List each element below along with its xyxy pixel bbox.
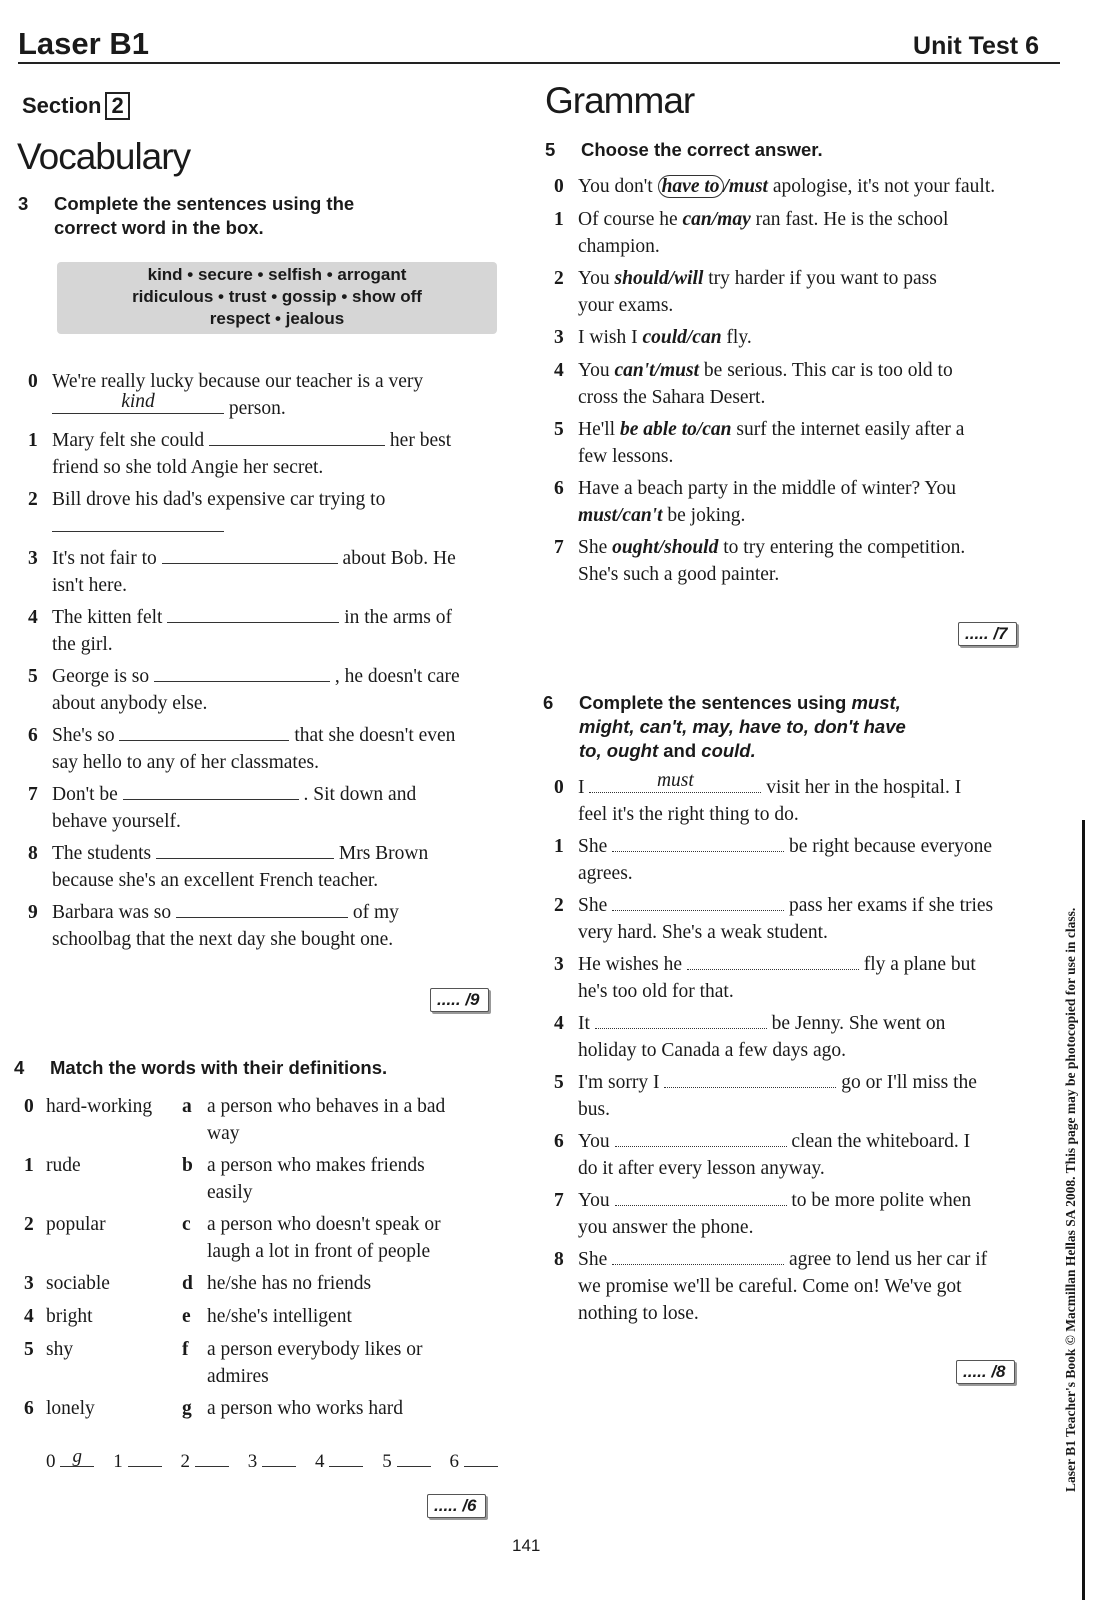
match-row-3: 3 sociable d he/she has no friends [24,1273,372,1294]
answer-blank[interactable] [123,781,299,800]
page-number: 141 [512,1536,541,1555]
unit-test-title: Unit Test 6 [913,32,1039,60]
vocab-item-0: 0 We're really lucky because our teacher is a very kind person. [28,371,424,419]
grammar-choice-7: 7 She ought/should to try entering the competition. She's such a good painter. [554,537,966,585]
grammar-title: Grammar [545,80,695,121]
answer-blank[interactable] [612,1246,784,1265]
grammar-choice-0: 0 You don't have to /must apologise, it's not your fault. [554,176,996,197]
answer-blank[interactable] [595,1010,767,1029]
match-row-2: 2 popular c a person who doesn't speak or laugh a lot in front of people [24,1214,441,1262]
vocab-item-1: 1 Mary felt she could her best friend so she told Angie her secret. [28,427,508,483]
exercise-instruction: Match the words with their definitions. [50,1057,388,1078]
section-text: Section [22,93,102,118]
answer-blank[interactable] [52,513,224,532]
vocab-item-7: 7 Don't be . Sit down and behave yourself. [28,781,508,837]
answer-blank[interactable] [615,1128,787,1147]
match-row-1: 1 rude b a person who makes friends easily [24,1155,425,1203]
answer-blank[interactable] [209,427,385,446]
copyright-note: Laser B1 Teacher's Book © Macmillan Hellas SA 2008. This page may be photocopied for use in class. [1063,907,1078,1492]
section-number: 2 [105,92,129,120]
score-box[interactable]: ..... /7 [958,622,1017,646]
grammar-fill-1: 1 She be right because everyone agrees. [554,833,1054,889]
match-row-4: 4 bright e he/she's intelligent [24,1306,352,1327]
vocab-item-5: 5 George is so , he doesn't care about anybody else. [28,663,508,719]
exercise-number: 4 [14,1057,25,1078]
score-box[interactable]: ..... /8 [956,1360,1015,1384]
example-answer: must [656,770,694,791]
header-divider [18,62,1060,64]
circled-answer: have to [658,175,724,198]
word-box [57,262,497,334]
grammar-choice-5: 5 He'll be able to/can surf the internet easily after a few lessons. [554,419,965,467]
answer-blank[interactable] [167,604,339,623]
word-box-line: kind • secure • selfish • arrogant [147,265,407,284]
answer-blank[interactable] [612,833,784,852]
score-box[interactable]: ..... /6 [427,1494,486,1518]
match-answer-blank[interactable] [464,1448,498,1467]
grammar-fill-5: 5 I'm sorry I go or I'll miss the bus. [554,1069,1054,1125]
answer-blank[interactable] [119,722,289,741]
vocab-item-9: 9 Barbara was so of my schoolbag that the next day she bought one. [28,899,508,955]
exercise-number: 5 [545,139,556,160]
answer-blank[interactable] [52,391,224,414]
match-answer-blank[interactable] [262,1448,296,1467]
vocab-item-2: 2 Bill drove his dad's expensive car trying to [28,486,508,542]
grammar-fill-7: 7 You to be more polite when you answer the phone. [554,1187,1054,1243]
answer-blank[interactable] [162,545,338,564]
grammar-choice-6: 6 Have a beach party in the middle of winter? You must/can't be joking. [554,478,956,526]
grammar-choice-1: 1 Of course he can/may ran fast. He is the school champion. [554,209,949,257]
exercise-instruction: Complete the sentences using the correct word in the box. [54,193,355,238]
grammar-fill-2: 2 She pass her exams if she tries very hard. She's a weak student. [554,892,1054,948]
example-answer: kind [121,391,155,412]
match-answer-blank[interactable] [329,1448,363,1467]
answer-blank[interactable] [615,1187,787,1206]
exercise-instruction: Complete the sentences using must, might, can't, may, have to, don't have to, ought and could. [579,692,906,761]
score-box[interactable]: ..... /9 [430,988,489,1012]
exercise-6-heading [543,691,1043,767]
grammar-fill-3: 3 He wishes he fly a plane but he's too old for that. [554,951,1054,1007]
word-box-line: ridiculous • trust • gossip • show off [132,287,422,306]
answer-blank[interactable] [176,899,348,918]
exercise-5-heading [545,138,1045,164]
match-row-6: 6 lonely g a person who works hard [24,1398,404,1419]
word-box-line: respect • jealous [209,309,345,328]
grammar-fill-6: 6 You clean the whiteboard. I do it after every lesson anyway. [554,1128,1054,1184]
answer-blank[interactable] [589,770,761,793]
vocab-item-6: 6 She's so that she doesn't even say hello to any of her classmates. [28,722,508,778]
grammar-fill-8: 8 She agree to lend us her car if we promise we'll be careful. Come on! We've got nothing to lose. [554,1246,1054,1330]
match-answer-blank[interactable]: g [60,1448,94,1467]
section-label [22,92,130,120]
answer-blank[interactable] [156,840,334,859]
answer-blank[interactable] [154,663,330,682]
grammar-choice-3: 3 I wish I could/can fly. [554,327,752,348]
vocab-item-8: 8 The students Mrs Brown because she's an excellent French teacher. [28,840,508,896]
answer-blank[interactable] [612,892,784,911]
match-answer-blank[interactable] [397,1448,431,1467]
exercise-3-heading [18,192,498,242]
vocab-item-3: 3 It's not fair to about Bob. He isn't here. [28,545,508,601]
grammar-choice-2: 2 You should/will try harder if you want to pass your exams. [554,268,937,316]
exercise-number: 6 [543,692,554,713]
match-row-0: 0 hard-working a a person who behaves in a bad way [24,1096,446,1144]
exercise-number: 3 [18,193,29,214]
book-title: Laser B1 [18,26,149,61]
exercise-4-heading [14,1056,514,1082]
vocabulary-title: Vocabulary [17,136,191,177]
grammar-choice-4: 4 You can't/must be serious. This car is too old to cross the Sahara Desert. [554,360,953,408]
match-answer-blank[interactable] [195,1448,229,1467]
match-answer-blank[interactable] [128,1448,162,1467]
match-row-5: 5 shy f a person everybody likes or admires [24,1339,423,1387]
grammar-fill-4: 4 It be Jenny. She went on holiday to Canada a few days ago. [554,1010,1054,1066]
answer-blank[interactable] [664,1069,836,1088]
match-answer-line: 0 g 1 2 3 4 5 6 [46,1448,498,1473]
answer-blank[interactable] [687,951,859,970]
exercise-instruction: Choose the correct answer. [581,139,823,160]
vocab-item-4: 4 The kitten felt in the arms of the girl. [28,604,508,660]
margin-rule [1082,820,1085,1600]
grammar-fill-0: 0 I must visit her in the hospital. I feel it's the right thing to do. [554,774,1054,830]
